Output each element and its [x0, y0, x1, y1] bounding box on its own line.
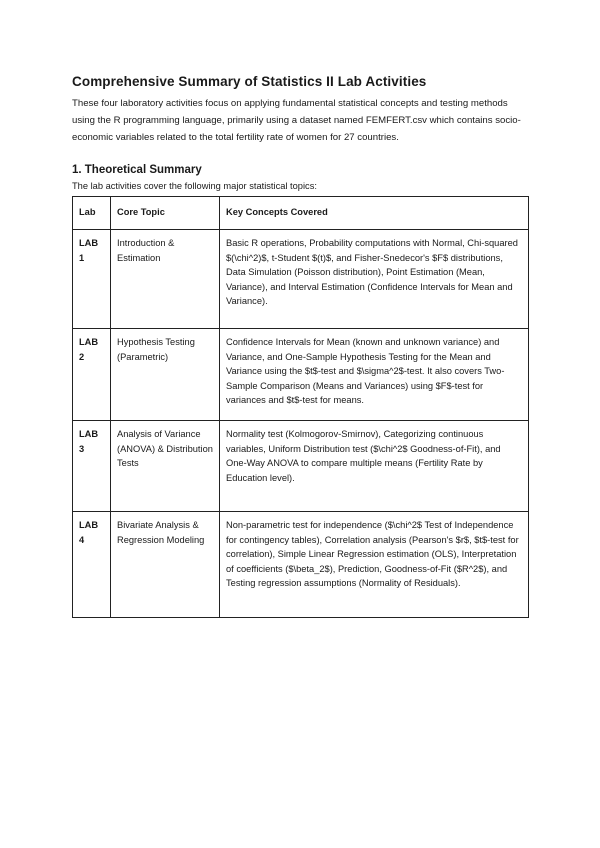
- key-concepts-cell: Non-parametric test for independence ($\chi^2$ Test of Independence for contingency tables), Correlation analysis (Pearson's $r$, $t$-test for correlation), Simple Linear Regression estimation (OLS), Interpretation of coefficients ($\beta_2$), Prediction, Goodness-of-Fit ($R^2$), and Testing regression assumptions (Normality of Residuals).: [220, 512, 529, 618]
- section-lead: The lab activities cover the following major statistical topics:: [72, 181, 317, 191]
- table-row: [73, 512, 529, 618]
- header-lab: Lab: [73, 197, 111, 230]
- section-heading: 1. Theoretical Summary: [72, 164, 202, 176]
- core-topic-cell: Bivariate Analysis & Regression Modeling: [111, 512, 220, 618]
- header-core-topic: Core Topic: [111, 197, 220, 230]
- lab-id-cell: LAB 4: [73, 512, 111, 618]
- table-row: [73, 421, 529, 512]
- lab-id-cell: LAB 2: [73, 329, 111, 421]
- core-topic-cell: Hypothesis Testing (Parametric): [111, 329, 220, 421]
- key-concepts-cell: Normality test (Kolmogorov-Smirnov), Categorizing continuous variables, Uniform Distribution test ($\chi^2$ Goodness-of-Fit), and One-Way ANOVA to compare multiple means (Fertility Rate by Education level).: [220, 421, 529, 512]
- table-row: [73, 329, 529, 421]
- intro-paragraph: These four laboratory activities focus on applying fundamental statistical concepts and testing methods using the R programming language, primarily using a dataset named FEMFERT.csv which contains socio-economic variables related to the total fertility rate of women for 27 countries.: [72, 98, 521, 143]
- header-key-concepts: Key Concepts Covered: [220, 197, 529, 230]
- key-concepts-cell: Basic R operations, Probability computations with Normal, Chi-squared $(\chi^2)$, t-Student $(t)$, and Fisher-Snedecor's $F$ distributions, Data Simulation (Poisson distribution), Point Estimation (Mean, Variance), and Interval Estimation (Confidence Intervals for Mean and Variance).: [220, 230, 529, 329]
- document-page: [72, 74, 528, 618]
- core-topic-cell: Introduction & Estimation: [111, 230, 220, 329]
- table-header-row: [73, 197, 529, 230]
- key-concepts-cell: Confidence Intervals for Mean (known and unknown variance) and Variance, and One-Sample Hypothesis Testing for the Mean and Variance using the $t$-test and $\sigma^2$-test. It also covers Two-Sample Comparison (Means and Variances) using $F$-test for variances and $t$-test for means.: [220, 329, 529, 421]
- table-row: [73, 230, 529, 329]
- lab-id-cell: LAB 1: [73, 230, 111, 329]
- lab-summary-table: [72, 196, 529, 618]
- core-topic-cell: Analysis of Variance (ANOVA) & Distribution Tests: [111, 421, 220, 512]
- document-title: Comprehensive Summary of Statistics II Lab Activities: [72, 74, 427, 89]
- lab-id-cell: LAB 3: [73, 421, 111, 512]
